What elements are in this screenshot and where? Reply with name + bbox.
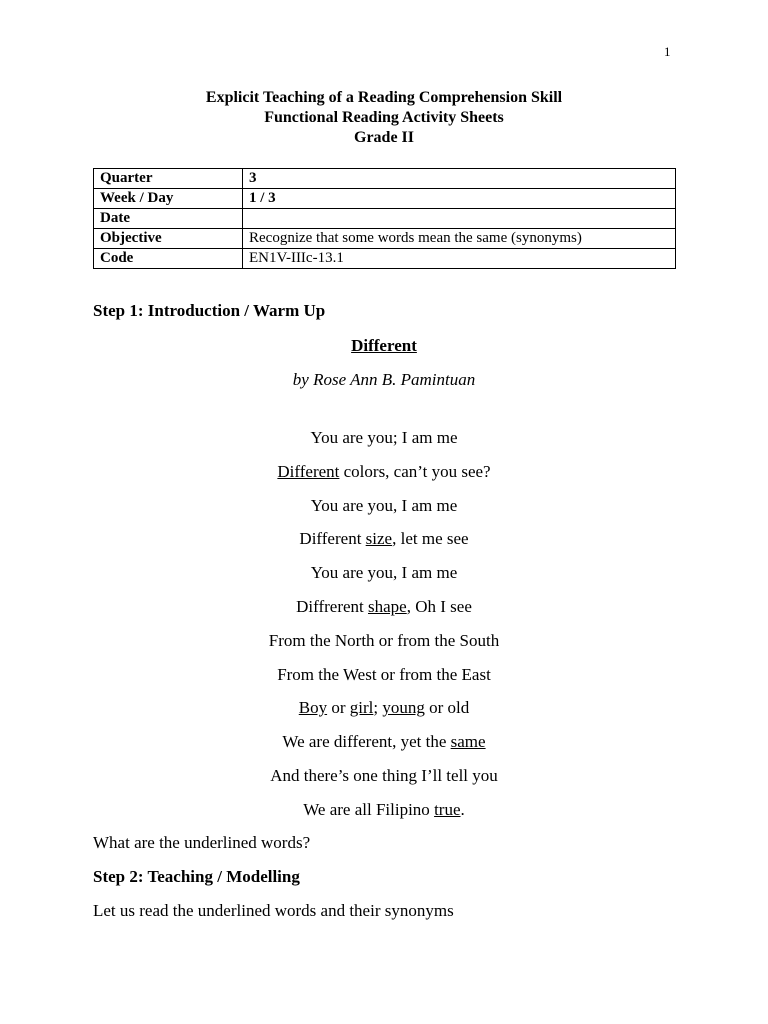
quarter-label: Quarter (94, 169, 243, 189)
lesson-info-table (93, 168, 676, 269)
poem-line (0, 461, 768, 495)
poem-text: Different (299, 529, 366, 549)
poem-line (0, 664, 768, 698)
poem-line (0, 697, 768, 731)
objective-value: Recognize that some words mean the same (synonyms) (243, 229, 676, 249)
table-row (94, 209, 676, 229)
poem-text: . (460, 799, 465, 819)
poem-line (0, 630, 768, 664)
poem-line (0, 765, 768, 799)
poem-line (0, 528, 768, 562)
document-header (0, 88, 768, 148)
page-number: 1 (664, 44, 671, 59)
date-value (243, 209, 676, 229)
poem-body (0, 427, 768, 833)
question-text: What are the underlined words? (93, 833, 311, 852)
poem-text: You are you; I am me (310, 428, 458, 447)
poem-title: Different (351, 336, 417, 355)
step2-heading: Step 2: Teaching / Modelling (93, 867, 300, 886)
underlined-word: Different (277, 461, 340, 481)
code-value: EN1V-IIIc-13.1 (243, 249, 676, 269)
underlined-word: Boy (298, 698, 328, 718)
poem-text: colors, can’t you see? (339, 461, 491, 481)
poem-text: You are you, I am me (310, 563, 458, 583)
poem-text: or (327, 698, 350, 718)
poem-text: From the West or from the East (277, 664, 491, 684)
poem-text: You are you, I am me (310, 495, 458, 515)
poem-line (0, 495, 768, 529)
poem-text: , let me see (392, 529, 469, 549)
poem-text: We are all Filipino (303, 799, 435, 819)
underlined-word: same (450, 732, 486, 752)
date-label: Date (94, 209, 243, 229)
header-grade: Grade II (354, 129, 414, 146)
week-day-label: Week / Day (94, 189, 243, 209)
poem-text: From the North or from the South (268, 630, 500, 650)
poem-line (0, 799, 768, 833)
table-row (94, 249, 676, 269)
quarter-value: 3 (243, 169, 676, 189)
poem-line (0, 562, 768, 596)
instruction-text: Let us read the underlined words and their synonyms (93, 901, 454, 920)
poem-text: And there’s one thing I’ll tell you (270, 765, 498, 785)
poem-author: by Rose Ann B. Pamintuan (292, 370, 476, 389)
poem-text: , Oh I see (406, 596, 472, 616)
underlined-word: shape (368, 596, 407, 616)
step1-heading: Step 1: Introduction / Warm Up (93, 301, 326, 320)
poem-line (0, 427, 768, 461)
underlined-word: young (382, 698, 425, 718)
poem-text: We are different, yet the (282, 732, 451, 752)
code-label: Code (94, 249, 243, 269)
poem-text: Diffrerent (296, 596, 369, 616)
poem-line (0, 596, 768, 630)
underlined-word: girl (349, 698, 374, 718)
header-title: Explicit Teaching of a Reading Comprehension Skill (205, 89, 563, 106)
table-row (94, 229, 676, 249)
objective-label: Objective (94, 229, 243, 249)
table-row (94, 189, 676, 209)
underlined-word: size (365, 529, 393, 549)
underlined-word: true (434, 799, 461, 819)
poem-text: or old (424, 698, 470, 718)
table-row (94, 169, 676, 189)
header-subtitle: Functional Reading Activity Sheets (264, 109, 504, 126)
week-day-value: 1 / 3 (243, 189, 676, 209)
poem-line (0, 731, 768, 765)
poem-text: ; (373, 698, 383, 718)
